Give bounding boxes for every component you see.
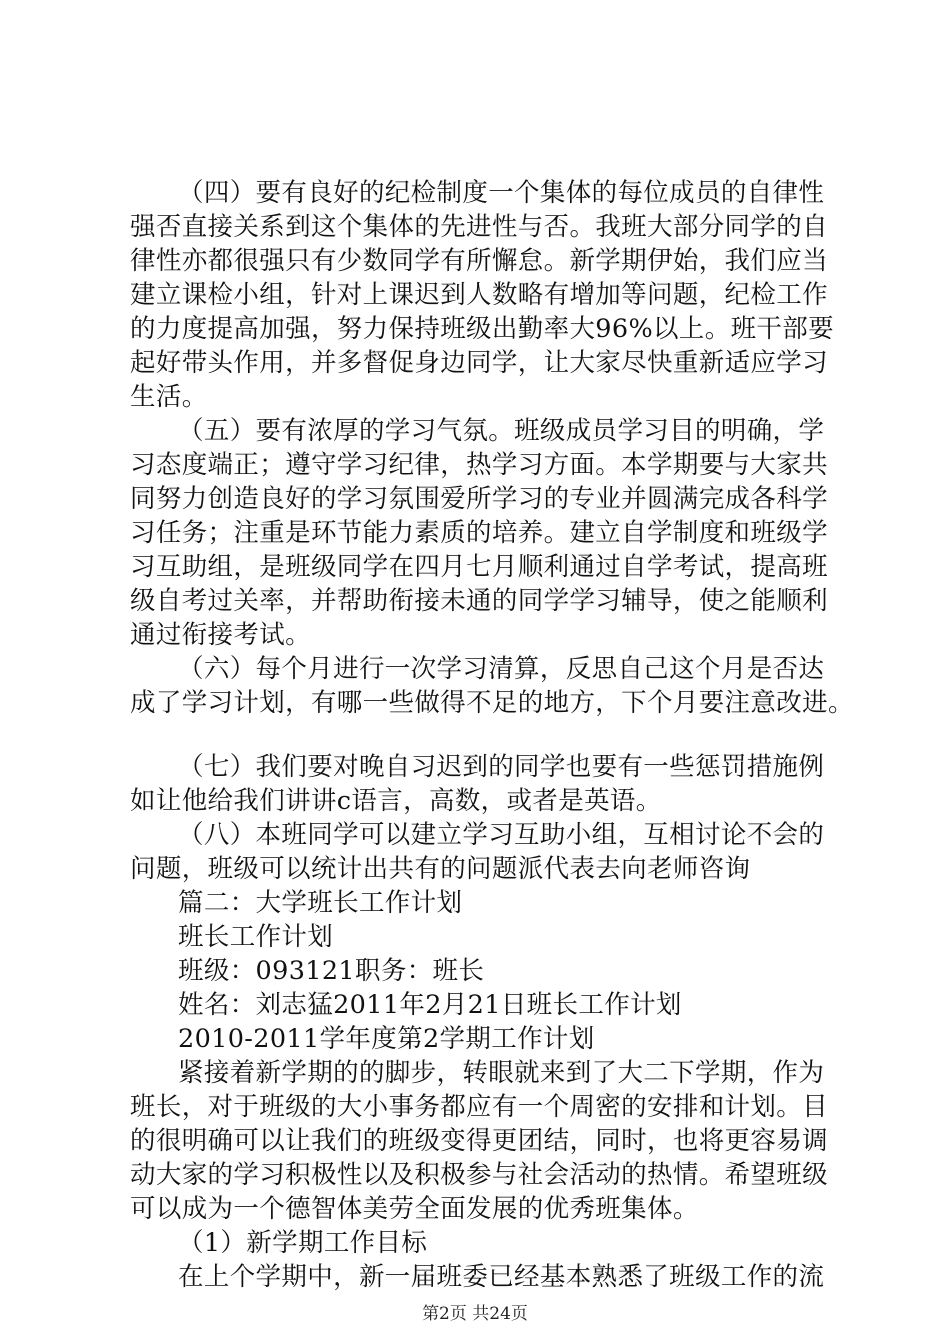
paragraph-line: 律性亦都很强只有少数同学有所懈怠。新学期伊始，我们应当 [130,246,828,276]
paragraph-line: 成了学习计划，有哪一些做得不足的地方，下个月要注意改进。 [130,688,854,718]
paragraph-line: 起好带头作用，并多督促身边同学，让大家尽快重新适应学习 [130,348,828,378]
section-heading: 篇二：大学班长工作计划 [178,888,463,918]
paragraph-line: 在上个学期中，新一届班委已经基本熟悉了班级工作的流 [178,1262,825,1292]
paragraph-line: 习任务；注重是环节能力素质的培养。建立自学制度和班级学 [130,518,828,548]
info-line: 2010-2011学年度第2学期工作计划 [178,1024,595,1054]
paragraph-line: 习互助组，是班级同学在四月七月顺利通过自学考试，提高班 [130,552,828,582]
paragraph-line: （六）每个月进行一次学习清算，反思自己这个月是否达 [178,654,825,684]
paragraph-line: 通过衔接考试。 [130,620,311,650]
paragraph-line: 问题，班级可以统计出共有的问题派代表去向老师咨询 [130,854,751,884]
paragraph-line: （五）要有浓厚的学习气氛。班级成员学习目的明确，学 [178,416,825,446]
page-footer: 第2页 共24页 [422,1304,528,1324]
paragraph-line: 建立课检小组，针对上课迟到人数略有增加等问题，纪检工作 [130,280,828,310]
paragraph-line: 生活。 [130,382,208,412]
paragraph-line: 班长，对于班级的大小事务都应有一个周密的安排和计划。目 [130,1092,828,1122]
subheading: （1）新学期工作目标 [178,1228,428,1258]
paragraph-line: 的力度提高加强，努力保持班级出勤率大96%以上。班干部要 [130,314,834,344]
paragraph-line: 习态度端正；遵守学习纪律，热学习方面。本学期要与大家共 [130,450,828,480]
paragraph-line: （四）要有良好的纪检制度一个集体的每位成员的自律性 [178,178,825,208]
info-line: 姓名：刘志猛2011年2月21日班长工作计划 [178,990,682,1020]
info-line: 班级：093121职务：班长 [178,956,485,986]
document-title: 班长工作计划 [178,922,334,952]
paragraph-line: 强否直接关系到这个集体的先进性与否。我班大部分同学的自 [130,212,828,242]
paragraph-line: （八）本班同学可以建立学习互助小组，互相讨论不会的 [178,820,825,850]
paragraph-line: 可以成为一个德智体美劳全面发展的优秀班集体。 [130,1194,699,1224]
paragraph-line: 级自考过关率，并帮助衔接未通的同学学习辅导，使之能顺利 [130,586,828,616]
paragraph-line: 紧接着新学期的的脚步，转眼就来到了大二下学期，作为 [178,1058,825,1088]
paragraph-line: 动大家的学习积极性以及积极参与社会活动的热情。希望班级 [130,1160,828,1190]
paragraph-line: 如让他给我们讲讲c语言，高数，或者是英语。 [130,786,662,816]
paragraph-line: （七）我们要对晚自习迟到的同学也要有一些惩罚措施例 [178,752,825,782]
paragraph-line: 同努力创造良好的学习氛围爱所学习的专业并圆满完成各科学 [130,484,828,514]
paragraph-line: 的很明确可以让我们的班级变得更团结，同时，也将更容易调 [130,1126,828,1156]
